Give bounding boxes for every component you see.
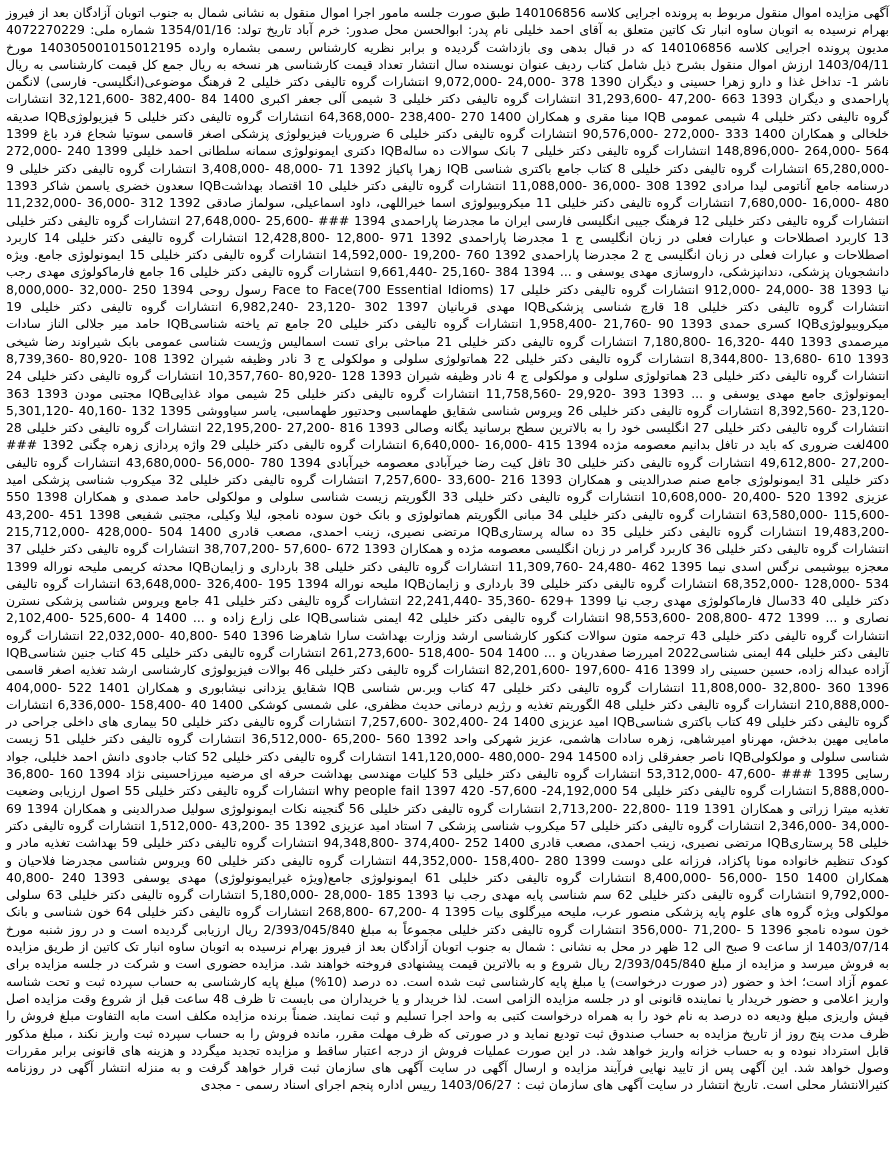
- auction-notice-text: آگهی مزایده اموال منقول مربوط به پرونده اجرایی کلاسه 140106856 طبق صورت جلسه مامور اجرا اموال منقول به نشانی شمال به جنوب اتوبان آزادگان بعد از فیروز بهرام نرسیده به اتوبان ساوه انبار تک کاتین متعلق به آقای احمد خلیلی نام پدر: ابوالحسن محل صدور: خرم آباد تاریخ تولد: 1354/01/16 شماره ملی: 4072270229 مدیون پرونده اجرایی کلاسه 140106856 که در قبال بدهی وی بازداشت گردیده و برابر نظریه کارشناس رسمی بشماره وارده 140305001015012195 مورخ 1403/04/11 ارزش اموال منقول بشرح ذیل شامل کتاب ردیف عنوان نویسنده سال انتشار تعداد قیمت کارشناسی هر نسخه به ریال جمع کل قیمت کارشناسی به ریال ناشر 1- تداخل غذا و دارو زهرا حسینی و دیگران 1390 378 -24,000 -9,072,000 انتشارات گروه تالیفی دکتر خلیلی 2 فرهنگ موضوعی(انگلیسی- فارسی) لانگمن پاراحمدی و دیگران 1393 663 -47,200 -31,293,600 انتشارات گروه تالیفی دکتر خلیلی 3 شیمی آلی جعفر اکبری 1400 84 -382,400 -32,121,600 انتشارات گروه تالیفی دکتر خلیلی 4 شیمی عمومی IQB مینا مقری و همکاران 1400 270 -238,400 -64,368,000 انتشارات گروه تالیفی دکتر خلیلی 5 فیزیولوژیIQB صدیقه خلخالی و همکاران 1400 333 -272,000 -90,576,000 انتشارات گروه تالیفی دکتر خلیلی 6 ضروریات فیزیولوژی پزشکی اصغر قاسمی سوتیا شجاع فرد باغ 1399 564 -264,000 -148,896,000 انتشارات گروه تالیفی دکتر خلیلی 7 بانک سوالات ده سالهIQB دکتری ایمونولوژی سمانه سلطانی احمد خلیلی 1399 240 -272,000 -65,280,000 انتشارات گروه تالیفی دکتر خلیلی 8 کتاب جامع باکتری شناسی IQB زهرا پاکیاز 1392 71 -48,000 -3,408,000 انتشارات گروه تالیفی دکتر خلیلی 9 درسنامه جامع آناتومی لیدا مرادی 1392 308 -36,000 -11,088,000 انتشارات گروه تالیفی دکتر خلیلی 10 اقتصاد بهداشتIQB سعدون خضری یاسمن شاکر 1393 480 -16,000 -7,680,000 انتشارات گروه تالیفی دکتر خلیلی 11 میکروبیولوژی اسما خیراللهی، داود اسماعیلی، سولماز صادقی 1392 312 -36,000 -11,232,000 انتشارات گروه تالیفی دکتر خلیلی 12 فرهنگ جیبی انگلیسی فارسی ایران ما مجدرضا پاراحمدی 1394 ### -25,600 -27,648,000 انتشارات گروه تالیفی دکتر خلیلی 13 کاربرد اصطلاحات و عبارات فعلی در زبان انگلیسی ج 1 مجدرضا پاراحمدی 1392 971 -12,800 -12,428,800 انتشارات گروه تالیفی دکتر خلیلی 14 کاربرد اصطلاحات و عبارات فعلی در زبان انگلیسی ج 2 مجدرضا پاراحمدی 1392 760 -19,200 -14,592,000 انتشارات گروه تالیفی دکتر خلیلی 15 ایمونولوژی جامع. ویژه دانشجویان پزشکی، دندانپزشکی، داروسازی مهدی یوسفی و ... 1394 384 -25,160 -9,661,440 انتشارات گروه تالیفی دکتر خلیلی 16 جامع فارماکولوژی مهدی رجب نیا 1393 38 -24,000 -912,000 انتشارات گروه تالیفی دکتر خلیلی 17 Face to Face(700 Essential Idioms) رسول روحی 1394 250 -32,000 -8,000,000 انتشارات گروه تالیفی دکتر خلیلی 18 قارچ شناسی پزشکیIQB مهدی قربانیان 1397 302 -23,120 -6,982,240 انتشارات گروه تالیفی دکتر خلیلی 19 میکروبیولوژیIQB کسری حمدی 1393 90 -21,760 -1,958,400 انتشارات گروه تالیفی دکتر خلیلی 20 جامع تم یاخته شناسیIQB حامد میر جلالی الناز سادات میرصمدی 1393 440 -16,320 -7,180,800 انتشارات گروه تالیفی دکتر خلیلی 21 مباحثی برای تست اسمالیس وژیست شناسی عمومی بابک شیراوند رضا شیخی 1393 610 -13,680 -8,344,800 انتشارات گروه تالیفی دکتر خلیلی 22 هماتولوژی سلولی و مولکولی ج 3 نادر وظیفه شیران 1392 108 -80,920 -8,739,360 انتشارات گروه تالیفی دکتر خلیلی 23 هماتولوژی سلولی و مولکولی ج 4 نادر وظیفه شیران 1393 128 -80,920 -10,357,760 انتشارات گروه تالیفی دکتر خلیلی 24 ایمونولوژی جامع مهدی یوسفی و ... 1393 393 -29,920 -11,758,560 انتشارات گروه تالیفی دکتر خلیلی 25 شیمی مواد غذاییIQB مجتبی مودن 1393 363 -23,120 -8,392,560 انتشارات گروه تالیفی دکتر خلیلی 26 ویروس شناسی شقایق طهماسبی وحدتیور طهماسبی، یاسر سیاووشی 1395 132 -40,160 -5,301,120 انتشارات گروه تالیفی دکتر خلیلی 27 انگلیسی خود را به بالاترین سطح برسانید یگانه وصالی 1393 816 -27,200 -22,195,200 انتشارات گروه تالیفی دکتر خلیلی 28 400لغت ضروری که باید در تافل بدانیم معصومه مژده 1394 415 -16,000 -6,640,000 انتشارات گروه تالیفی دکتر خلیلی 29 واژه پردازی زهره چگنی 1392 ### -27,200 -49,612,800 انتشارات گروه تالیفی دکتر خلیلی 30 تافل کیت رضا خیرآبادی معصومه خیرآبادی 1394 780 -56,000 -43,680,000 انتشارات گروه تالیفی دکتر خلیلی 31 ایمونولوژی جامع صنم صدرالدینی و همکاران 1393 216 -33,600 -7,257,600 انتشارات گروه تالیفی دکتر خلیلی 32 میکروب شناسی پزشکی امید عزیزی 1392 520 -20,400 -10,608,000 انتشارات گروه تالیفی دکتر خلیلی 33 الگوریتم زیست شناسی سلولی و مولکولی حامد صمدی و همکاران 1398 550 -115,600 -63,580,000 انتشارات گروه تالیفی دکتر خلیلی 34 مبانی الگوریتم هماتولوژی و بانک خون سوده نامجو، لیلا وکیلی، مجتبی شفیعی 1398 451 -43,200 -19,483,200 انتشارات گروه تالیفی دکتر خلیلی 35 ده ساله پرستاریIQB مرتضی نصیری، زینب احمدی، مصعب قادری 1400 504 -428,000 -215,712,000 انتشارات گروه تالیفی دکتر خلیلی 36 کاربرد گرامر در زبان انگلیسی معصومه مژده و همکاران 1393 672 -57,600 -38,707,200 انتشارات گروه تالیفی دکتر خلیلی 37 معجزه بیوشیمی نرگس اسدی نیما 1395 462 -24,480 -11,309,760 انتشارات گروه تالیفی دکتر خلیلی 38 بارداری و زایمانIQB محدثه کریمی ملیحه نوراله 1399 534 -128,000 -68,352,000 انتشارات گروه تالیفی دکتر خلیلی 39 بارداری و زایمانIQB ملیحه نوراله 1394 195 -326,400 -63,648,000 انتشارات گروه تالیفی دکتر خلیلی 40 33سال فارماکولوژی مهدی رجب نیا 1399 +629 -35,360 -22,241,440 انتشارات گروه تالیفی دکتر خلیلی 41 جامع ویروس شناسی پزشکی نسترن نصاری و ... 1399 472 -208,800 -98,553,600 انتشارات گروه تالیفی دکتر خلیلی 42 ایمنی شناسیIQB علی زارع زاده و ... 1400 4 -525,600 -2,102,400 انتشارات گروه تالیفی دکتر خلیلی 43 ترجمه متون سوالات کنکور کارشناسی ارشد وزارت بهداشت سارا شاهرضا 1396 540 -40,800 -22,032,000 انتشارات گروه تالیفی دکتر خلیلی 44 ایمنی شناسی2022 امیررضا صفدریان و ... 1400 504 -518,400 -261,273,600 انتشارات گروه تالیفی دکتر خلیلی 45 کتاب جنین شناسیIQB آزاده عبداله زاده، حسین حسینی راد 1399 416 -197,600 -82,201,600 انتشارات گروه تالیفی دکتر خلیلی 46 بوالات فیزیولوژی کارشناسی ارشد تغذیه اصغر قاسمی 1396 360 -32,800 -11,808,000 انتشارات گروه تالیفی دکتر خلیلی 47 کتاب وبر.س شناسی IQB شقایق یزدانی نیشابوری و همکاران 1401 522 -404,000 -210,888,000 انتشارات گروه تالیفی دکتر خلیلی 48 الگوریتم تغذیه و رژیم درمانی حدیث مظفری، علی شمسی کوشکی 1400 40 -158,400 -6,336,000 انتشارات گروه تالیفی دکتر خلیلی 49 کتاب باکتری شناسیIQB امید عزیزی 1400 24 -302,400 -7,257,600 انتشارات گروه تالیفی دکتر خلیلی 50 بیماری های داخلی جراحی در مامایی مهین بدخش، مهرناو امیرشاهی، زهره سادات هاشمی، عزیز شهرکی واحد 1392 560 -65,200 -36,512,000 انتشارات گروه تالیفی دکتر خلیلی 51 زیست شناسی سلولی و مولکولیIQB ناصر جعفرقلی زاده 14500 294 -480,000 -141,120,000 انتشارات گروه تالیفی دکتر خلیلی 52 کتاب جادوی دانش احمد خلیلی، جواد رسایی 1395 ### -47,600 -53,312,000 انتشارات گروه تالیفی دکتر خلیلی 53 کلیات مهندسی بهداشت حرفه ای مرضیه میرزاحسینی نژاد 1394 160 -36,800 -5,888,000 انتشارات گروه تالیفی دکتر خلیلی 54 why people fail 1397 420 -57,600 -24,192,000 انتشارات گروه تالیفی دکتر خلیلی 55 اصول ارزیابی وضعیت تغذیه میترا زراتی و همکاران 1391 119 -22,800 -2,713,200 انتشارات گروه تالیفی دکتر خلیلی 56 گنجینه نکات ایمونولوژی سولیل صدرالدینی و همکاران 1394 69 -34,000 -2,346,000 انتشارات گروه تالیفی دکتر خلیلی 57 میکروب شناسی پزشکی 7 استاد امید عزیزی 1392 35 -43,200 -1,512,000 انتشارات گروه تالیفی دکتر خلیلی 58 پرستاریIQB مرتضی نصیری، زینب احمدی، مصعب قادری 1400 252 -374,400 -94,348,800 انتشارات گروه تالیفی دکتر خلیلی 59 بهداشت تغذیه مادر و کودک تنظیم خانواده مونا پاکزاد، فرزانه علی دوست 1399 280 -158,400 -44,352,000 انتشارات گروه تالیفی دکتر خلیلی 60 ویروس شناسی مجدرضا فلاحیان و همکاران 1400 150 -56,000 -8,400,000 انتشارات گروه تالیفی دکتر خلیلی 61 ایمونولوژی جامع(ویژه غیرایمونولوژی) مهدی یوسفی 1393 240 -40,800 -9,792,000 انتشارات گروه تالیفی دکتر خلیلی 62 سم شناسی پایه مهدی رجب نیا 1393 185 -28,000 -5,180,000 انتشارات گروه تالیفی دکتر خلیلی 63 سلولی مولکولی ویژه گروه های علوم پایه پزشکی منصور عرب، ملیحه میرگلوی بیات 1395 4 -67,200 -268,800 انتشارات گروه تالیفی دکتر خلیلی 64 خون شناسی و بانک خون سوده نامجو 1396 5 -71,200 -356,000 انتشارات گروه تالیفی دکتر خلیلی مجموعاً به مبلغ 2/393/045/840 ریال ارزیابی گردیده است و در روز شنبه مورخ 1403/07/14 از ساعت 9 صبح الی 12 ظهر در محل به نشانی : شمال به جنوب اتوبان آزادگان بعد از فیروز بهرام نرسیده به اتوبان ساوه انبار تک کاتین از طریق مزایده به فروش میرسد و مزایده از مبلغ 2/393/045/840 ریال شروع و به بالاترین قیمت پیشنهادی فروخته خواهند شد. مزایده حضوری است و شرکت در جلسه مزایده برای عموم آزاد است؛ اخذ و حضور (در صورت درخواست) یا مبلغ پایه کارشناسی ثبت شده است. ده درصد (10%) مبلغ پایه کارشناسی به حساب سپرده ثبت و تحت شناسه واریز اعلامی و حضور خریدار یا نماینده قانونی او در جلسه مزایده الزامی است. لذا خریدار و یا خریداران می بایست تا ظرف 48 ساعت قبل از شروع وقت مزایده اصل فیش واریزی مبلغ ودیعه ده درصد به نام خود را به همراه درخواست کتبی به واحد اجرا تسلیم و ثبت نمایند. ضمناً برنده مزایده مکلف است مابه التفاوت مبلغ فروش را ظرف مدت پنج روز از تاریخ مزایده به حساب صندوق ثبت تودیع نماید و در صورتی که ظرف مهلت مقرر، مانده فروش را به حساب سپرده ثبت واریز نکند ، مبلغ مذکور قابل استرداد نبوده و به حساب خزانه واریز خواهد شد. در این صورت عملیات فروش از درجه اعتبار ساقط و مزایده تجدید میگردد و هزینه های قانونی برابر مقررات وصول خواهد شد. این آگهی پس از تایید نهایی فرآیند مزایده و ارسال آگهی در سایت آگهی های سازمان ثبت قرار خواهد گرفت و به منزله انتشار آگهی در روزنامه کثیرالانتشار محلی است. تاریخ انتشار در سایت آگهی های سازمان ثبت : 1403/06/27 رییس اداره پنجم اجرای اسناد رسمی - مجدی: [6, 5, 890, 1093]
